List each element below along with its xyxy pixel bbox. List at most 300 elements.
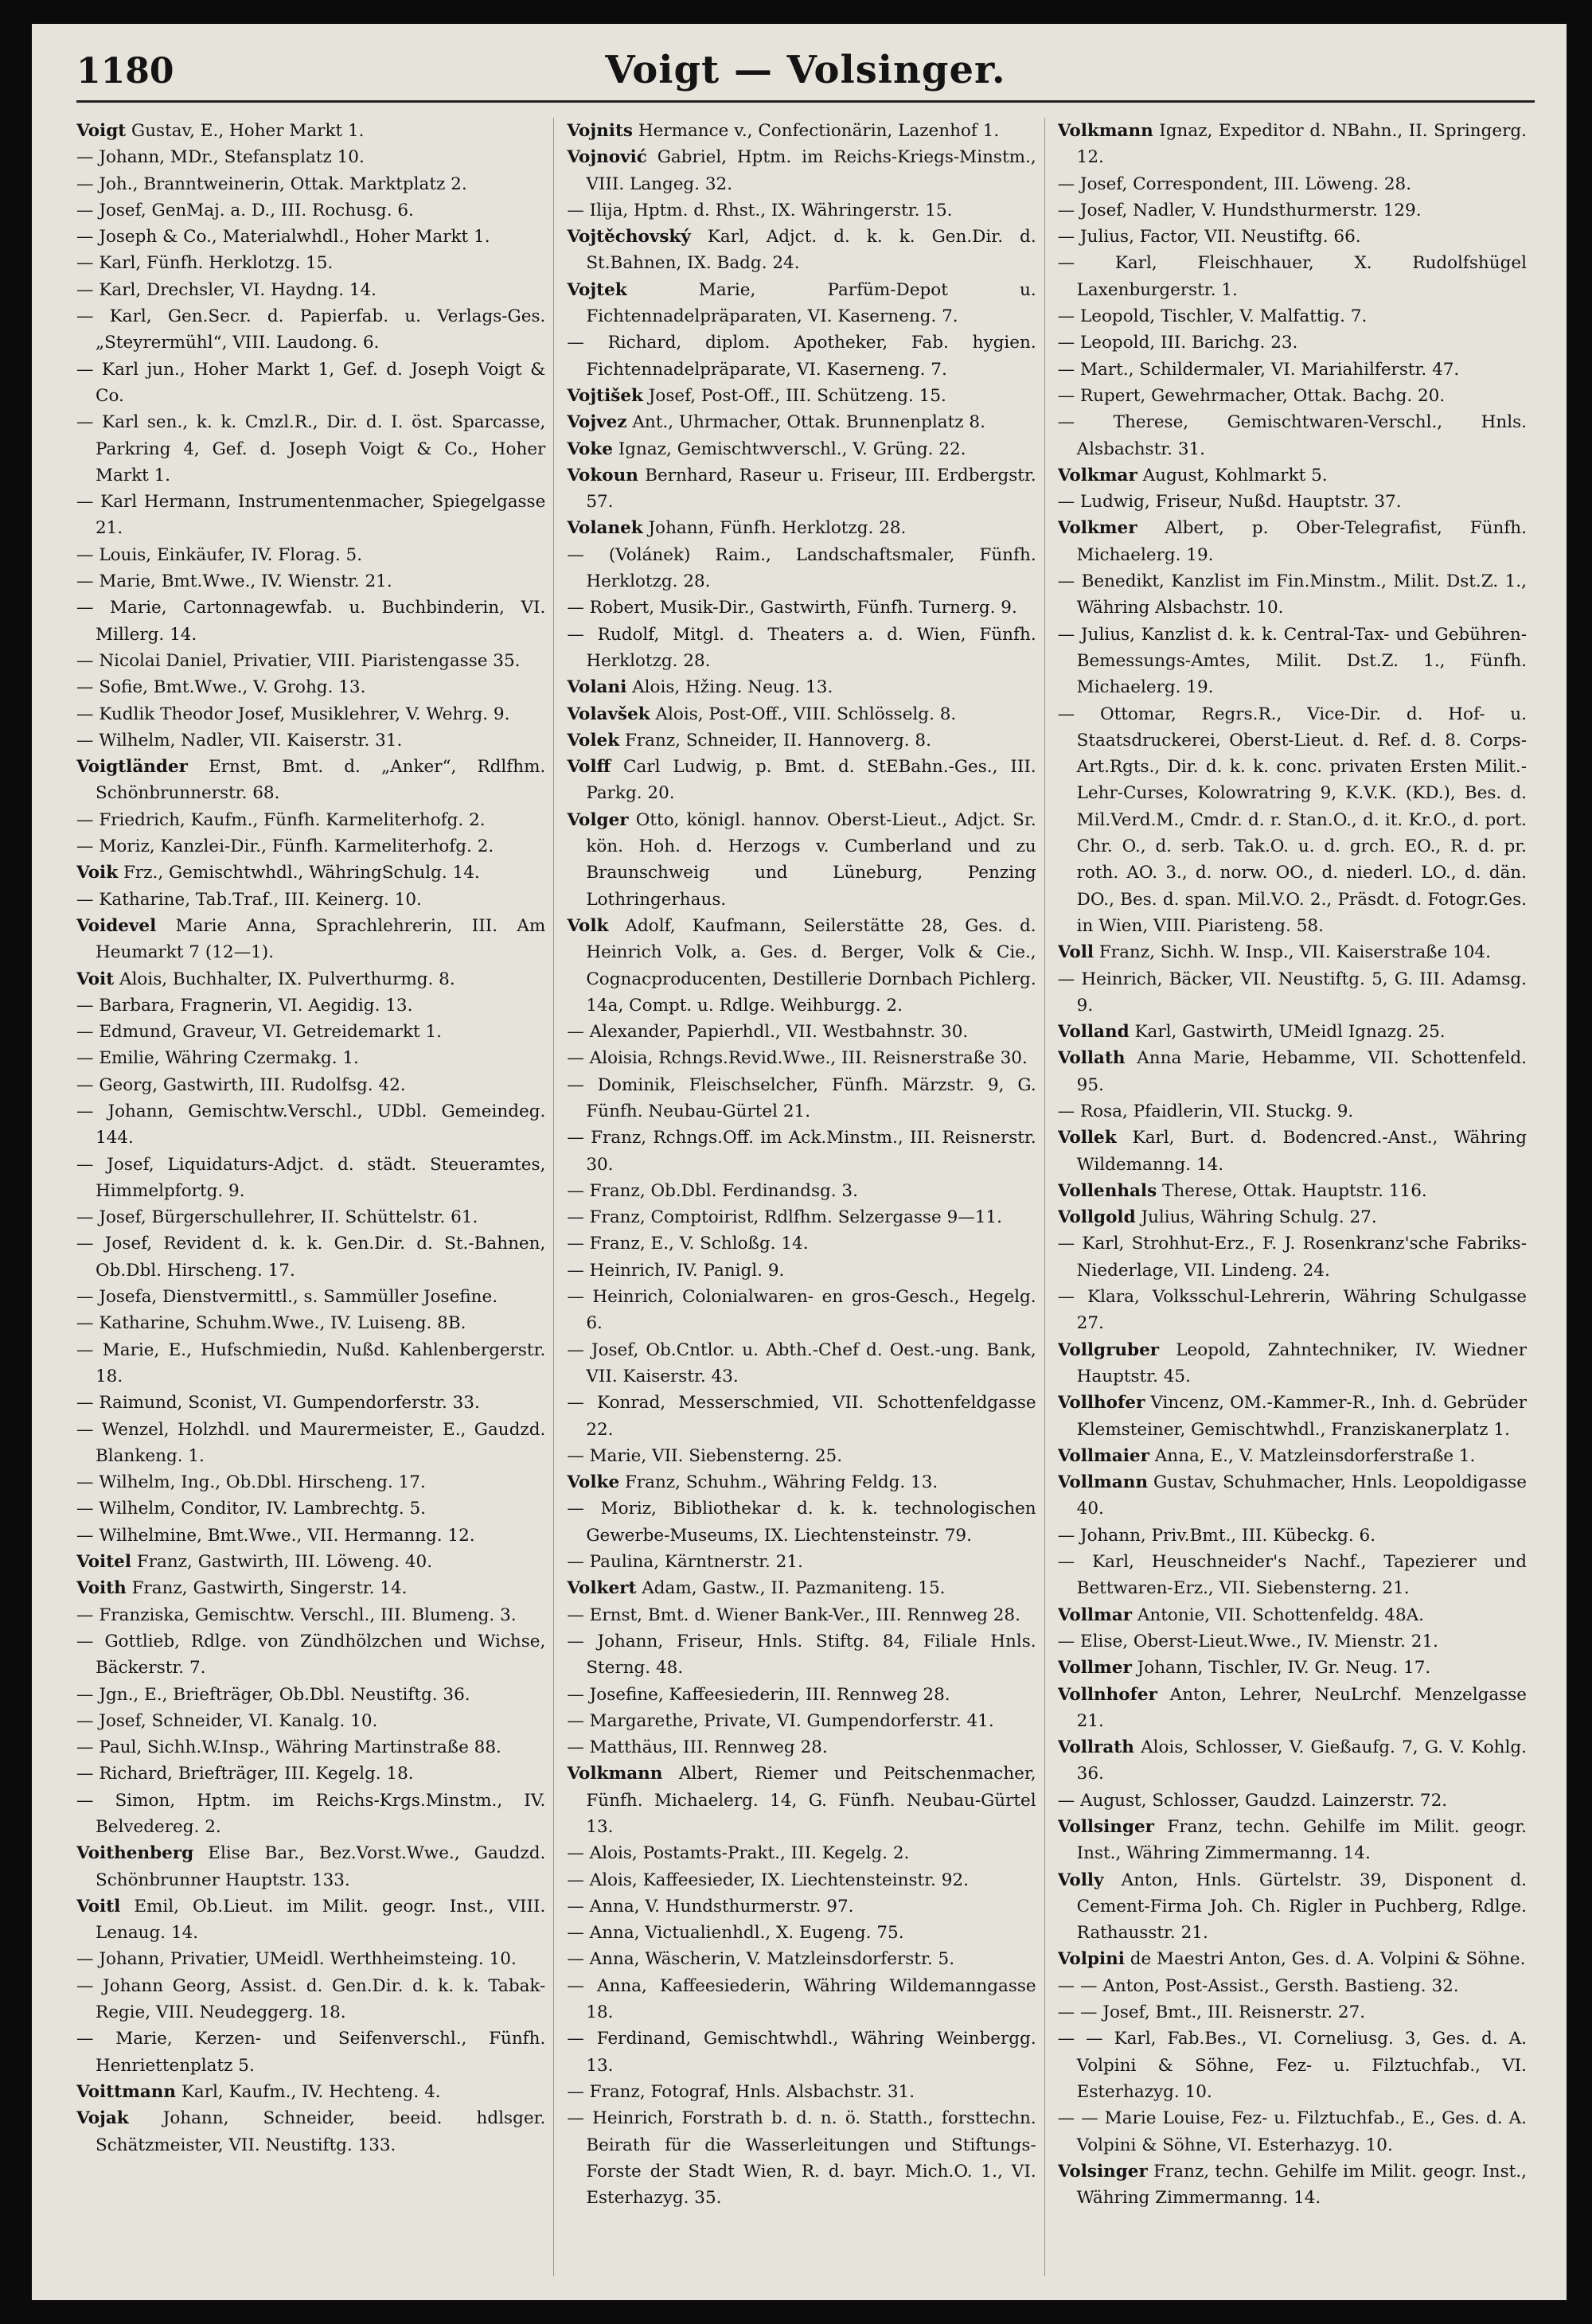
entry-surname: Vollgold <box>1057 1207 1136 1228</box>
entry-text: — Josef, Bürgerschullehrer, II. Schüttelstr. 61. <box>76 1207 478 1228</box>
directory-entry <box>567 674 1036 700</box>
entry-surname: Vollrath <box>1057 1737 1134 1758</box>
entry-text: — Jgn., E., Briefträger, Ob.Dbl. Neustiftg. 36. <box>76 1684 470 1705</box>
directory-entry <box>1058 1734 1527 1788</box>
entry-text: — Ernst, Bmt. d. Wiener Bank-Ver., III. Rennweg 28. <box>567 1605 1020 1625</box>
directory-entry <box>567 515 1036 541</box>
entry-text: Johann, Schneider, beeid. hdlsger. Schätzmeister, VII. Neustiftg. 133. <box>96 2108 546 2155</box>
entry-text: — Alois, Postamts-Prakt., III. Kegelg. 2. <box>567 1843 910 1864</box>
directory-entry <box>76 1310 545 1336</box>
directory-entry <box>567 1973 1036 2026</box>
entry-text: — Elise, Oberst-Lieut.Wwe., IV. Mienstr. 21. <box>1057 1631 1438 1651</box>
entry-surname: Volanek <box>567 518 643 539</box>
entry-surname: Volke <box>567 1472 620 1493</box>
directory-entry <box>76 1788 545 1841</box>
page-header <box>76 45 1535 103</box>
entry-text: — Karl sen., k. k. Cmzl.R., Dir. d. I. öst. Sparcasse, Parkring 4, Gef. d. Joseph Voigt & Co., Hoher Markt 1. <box>76 412 546 485</box>
entry-text: Anton, Lehrer, NeuLrchf. Menzelgasse 21. <box>1076 1684 1527 1731</box>
entry-text: — Paul, Sichh.W.Insp., Währing Martinstraße 88. <box>76 1737 501 1758</box>
directory-page <box>32 24 1567 2300</box>
entry-surname: Vollenhals <box>1057 1180 1157 1201</box>
entry-text: Alois, Hžing. Neug. 13. <box>626 677 833 698</box>
entry-text: — Karl, Fleischhauer, X. Rudolfshügel Laxenburgerstr. 1. <box>1057 253 1527 300</box>
entry-text: — Karl, Gen.Secr. d. Papierfab. u. Verlags-Ges. „Steyrermühl“, VIII. Laudong. 6. <box>76 306 546 353</box>
entry-text: — Karl, Fünfh. Herklotzg. 15. <box>76 253 334 274</box>
directory-entry <box>1058 171 1527 197</box>
entry-text: August, Kohlmarkt 5. <box>1137 465 1328 485</box>
directory-entry <box>1058 329 1527 356</box>
directory-entry <box>76 595 545 648</box>
entry-text: Gustav, Schuhmacher, Hnls. Leopoldigasse 40. <box>1076 1472 1527 1519</box>
directory-entry <box>1058 1443 1527 1469</box>
entry-text: Marie Anna, Sprachlehrerin, III. Am Heumarkt 7 (12—1). <box>96 915 546 963</box>
directory-entry <box>76 1682 545 1708</box>
directory-entry <box>567 807 1036 913</box>
directory-entry <box>567 1443 1036 1469</box>
entry-text: Anton, Hnls. Gürtelstr. 39, Disponent d. Cement-Firma Joh. Ch. Rigler in Puchberg, Rdlge. Rathausstr. 21. <box>1076 1870 1527 1944</box>
entry-surname: Volk <box>567 915 609 936</box>
directory-entry <box>1058 622 1527 701</box>
entry-text: — Karl, Drechsler, VI. Haydng. 14. <box>76 279 377 300</box>
entry-text: — — Marie Louise, Fez- u. Filztuchfab., E., Ges. d. A. Volpini & Söhne, VI. Esterhazyg. 10. <box>1057 2108 1527 2155</box>
directory-entry <box>76 250 545 276</box>
entry-text: — Marie, E., Hufschmiedin, Nußd. Kahlenbergerstr. 18. <box>76 1339 546 1386</box>
entry-text: — Robert, Musik-Dir., Gastwirth, Fünfh. Turnerg. 9. <box>567 598 1017 618</box>
entry-text: — Aloisia, Rchngs.Revid.Wwe., III. Reisnerstraße 30. <box>567 1048 1028 1069</box>
directory-entry <box>567 1178 1036 1204</box>
directory-entry <box>567 1337 1036 1390</box>
entry-text: — Friedrich, Kaufm., Fünfh. Karmeliterhofg. 2. <box>76 809 486 830</box>
directory-entry <box>567 1708 1036 1734</box>
entry-text: Franz, Schuhm., Währing Feldg. 13. <box>619 1472 938 1493</box>
entry-surname: Voigtländer <box>76 757 188 778</box>
directory-entry <box>76 1495 545 1522</box>
directory-entry <box>1058 383 1527 409</box>
entry-text: — Johann, Friseur, Hnls. Stiftg. 84, Filiale Hnls. Sterng. 48. <box>567 1631 1036 1679</box>
directory-entry <box>567 1946 1036 1972</box>
entry-text: — Johann, Privatier, UMeidl. Werthheimsteing. 10. <box>76 1949 517 1970</box>
entry-surname: Volly <box>1057 1870 1104 1890</box>
entry-text: Johann, Tischler, IV. Gr. Neug. 17. <box>1131 1658 1431 1679</box>
directory-entry <box>567 595 1036 621</box>
directory-entry <box>76 2026 545 2079</box>
entry-text: Carl Ludwig, p. Bmt. d. StEBahn.-Ges., III. Parkg. 20. <box>586 757 1036 804</box>
entry-text: — Julius, Factor, VII. Neustiftg. 66. <box>1057 227 1361 248</box>
directory-entry <box>76 1575 545 1601</box>
entry-text: Adolf, Kaufmann, Seilerstätte 28, Ges. d. Heinrich Volk, a. Ges. d. Berger, Volk & Cie., Cognacproducenten, Destillerie Dornbach Pichlerg. 14a, Compt. u. Rdlge. Weihburgg. 2. <box>586 915 1036 1016</box>
entry-text: — Margarethe, Private, VI. Gumpendorferstr. 41. <box>567 1710 994 1731</box>
entry-text: — Heinrich, Colonialwaren- en gros-Gesch., Hegelg. 6. <box>567 1287 1036 1334</box>
directory-entry <box>1058 1045 1527 1098</box>
entry-text: — Heinrich, Forstrath b. d. n. ö. Statth., forsttechn. Beirath für die Wasserleitungen und Stiftungs-Forste der Stadt Wien, R. d. bayr. Mich.O. 1., VI. Esterhazyg. 35. <box>567 2108 1036 2209</box>
entry-text: — Josef, GenMaj. a. D., III. Rochusg. 6. <box>76 200 414 220</box>
entry-surname: Vollmaier <box>1057 1445 1149 1466</box>
entry-text: — Dominik, Fleischselcher, Fünfh. Märzstr. 9, G. Fünfh. Neubau-Gürtel 21. <box>567 1074 1036 1121</box>
directory-entry <box>1058 462 1527 489</box>
directory-entry <box>76 1549 545 1575</box>
entry-surname: Vojtěchovský <box>567 227 691 248</box>
directory-entry <box>76 1230 545 1284</box>
directory-entry <box>76 648 545 674</box>
entry-text: Frz., Gemischtwhdl., WähringSchulg. 14. <box>118 863 480 883</box>
entry-text: de Maestri Anton, Ges. d. A. Volpini & Söhne. <box>1124 1949 1526 1970</box>
directory-entry <box>76 1946 545 1972</box>
directory-entry <box>76 833 545 860</box>
entry-text: — Josef, Nadler, V. Hundsthurmerstr. 129. <box>1057 200 1422 220</box>
entry-text: — Johann, Priv.Bmt., III. Kübeckg. 6. <box>1057 1525 1376 1546</box>
entry-text: Emil, Ob.Lieut. im Milit. geogr. Inst., VIII. Lenaug. 14. <box>96 1896 546 1944</box>
entry-surname: Volger <box>567 809 629 830</box>
entry-text: — Marie, Kerzen- und Seifenverschl., Fünfh. Henriettenplatz 5. <box>76 2029 546 2076</box>
entry-text: — Karl Hermann, Instrumentenmacher, Spiegelgasse 21. <box>76 492 546 539</box>
directory-entry <box>1058 966 1527 1020</box>
directory-entry <box>567 329 1036 383</box>
directory-entry <box>1058 489 1527 515</box>
entry-text: — Anna, Victualienhdl., X. Eugeng. 75. <box>567 1923 904 1944</box>
entry-text: Ignaz, Gemischtwverschl., V. Grüng. 22. <box>612 439 966 459</box>
directory-entry <box>76 303 545 357</box>
directory-entry <box>1058 1655 1527 1681</box>
entry-text: — Karl, Strohhut-Erz., F. J. Rosenkranz'sche Fabriks-Niederlage, VII. Lindeng. 24. <box>1057 1234 1527 1281</box>
directory-entry <box>1058 2026 1527 2105</box>
entry-text: — Gottlieb, Rdlge. von Zündhölzchen und Wichse, Bäckerstr. 7. <box>76 1631 546 1679</box>
entry-text: — Ludwig, Friseur, Nußd. Hauptstr. 37. <box>1057 492 1402 513</box>
directory-entry <box>1058 224 1527 250</box>
directory-entry <box>1058 1628 1527 1655</box>
entry-surname: Voke <box>567 439 613 459</box>
entry-surname: Volavšek <box>567 704 650 724</box>
directory-entry <box>1058 568 1527 622</box>
entry-text: — Georg, Gastwirth, III. Rudolfsg. 42. <box>76 1074 406 1095</box>
directory-entry <box>1058 1973 1527 1999</box>
entry-text: Albert, Riemer und Peitschenmacher, Fünfh. Michaelerg. 14, G. Fünfh. Neubau-Gürtel 13. <box>586 1764 1036 1837</box>
directory-entry <box>76 542 545 568</box>
entry-text: — Joseph & Co., Materialwhdl., Hoher Markt 1. <box>76 227 490 248</box>
entry-text: Alois, Post-Off., VIII. Schlösselg. 8. <box>650 704 957 724</box>
directory-entry <box>567 542 1036 595</box>
entry-text: Franz, techn. Gehilfe im Milit. geogr. Inst., Währing Zimmermanng. 14. <box>1076 1817 1527 1864</box>
directory-entry <box>567 2079 1036 2105</box>
entry-surname: Voitel <box>76 1552 131 1573</box>
entry-text: — Anna, Wäscherin, V. Matzleinsdorferstr. 5. <box>567 1949 955 1970</box>
directory-entry <box>76 1523 545 1549</box>
entry-text: — Paulina, Kärntnerstr. 21. <box>567 1552 803 1573</box>
directory-entry <box>567 224 1036 277</box>
directory-entry <box>1058 118 1527 171</box>
directory-entry <box>76 807 545 833</box>
directory-entry <box>1058 1469 1527 1523</box>
directory-entry <box>1058 1549 1527 1602</box>
directory-entry <box>1058 1337 1527 1390</box>
entry-text: — Therese, Gemischtwaren-Verschl., Hnls. Alsbachstr. 31. <box>1057 412 1527 459</box>
entry-surname: Voith <box>76 1578 127 1599</box>
directory-entry <box>76 701 545 727</box>
entry-surname: Voidevel <box>76 915 157 936</box>
directory-entry <box>567 622 1036 675</box>
entry-surname: Vokoun <box>567 465 638 485</box>
directory-entry <box>76 224 545 250</box>
directory-entry <box>76 1734 545 1761</box>
entry-text: Alois, Schlosser, V. Gießaufg. 7, G. V. Kohlg. 36. <box>1076 1737 1527 1784</box>
directory-entry <box>76 1098 545 1152</box>
directory-entry <box>76 409 545 489</box>
directory-entry <box>1058 1284 1527 1337</box>
entry-text: — Franz, Rchngs.Off. im Ack.Minstm., III. Reisnerstr. 30. <box>567 1128 1036 1175</box>
entry-text: — Josefine, Kaffeesiederin, III. Rennweg 28. <box>567 1684 950 1705</box>
directory-entry <box>567 1682 1036 1708</box>
directory-entry <box>567 1390 1036 1443</box>
directory-entry <box>76 357 545 410</box>
entry-text: — Richard, Briefträger, III. Kegelg. 18. <box>76 1764 414 1784</box>
entry-text: — Wilhelm, Nadler, VII. Kaiserstr. 31. <box>76 730 403 751</box>
entry-text: Elise Bar., Bez.Vorst.Wwe., Gaudzd. Schönbrunner Hauptstr. 133. <box>96 1843 546 1890</box>
directory-entry <box>76 489 545 542</box>
entry-text: — Nicolai Daniel, Privatier, VIII. Piaristengasse 35. <box>76 650 521 671</box>
entry-surname: Voll <box>1057 942 1094 963</box>
column-3 <box>1058 118 1535 2276</box>
entry-text: Alois, Buchhalter, IX. Pulverthurmg. 8. <box>114 969 455 989</box>
entry-text: Franz, Gastwirth, Singerstr. 14. <box>126 1578 408 1599</box>
directory-entry <box>567 1840 1036 1866</box>
entry-text: — Josef, Correspondent, III. Löweng. 28. <box>1057 174 1412 194</box>
entry-text: — Katharine, Schuhm.Wwe., IV. Luiseng. 8B. <box>76 1313 466 1334</box>
entry-text: — Marie, Bmt.Wwe., IV. Wienstr. 21. <box>76 571 392 592</box>
entry-text: — (Volánek) Raim., Landschaftsmaler, Fünfh. Herklotzg. 28. <box>567 544 1036 592</box>
entry-text: — Marie, Cartonnagewfab. u. Buchbinderin, VI. Millerg. 14. <box>76 598 546 645</box>
entry-text: — Sofie, Bmt.Wwe., V. Grohg. 13. <box>76 677 366 698</box>
directory-entry <box>76 197 545 224</box>
entry-surname: Vollnhofer <box>1057 1684 1157 1705</box>
directory-entry <box>1058 1999 1527 2026</box>
entry-text: — Anna, Kaffeesiederin, Währing Wildemanngasse 18. <box>567 1975 1036 2023</box>
directory-entry <box>76 887 545 913</box>
directory-entry <box>567 144 1036 197</box>
directory-entry <box>1058 1788 1527 1814</box>
entry-text: — Karl, Heuschneider's Nachf., Tapezierer und Bettwaren-Erz., VII. Siebensterng. 21. <box>1057 1552 1527 1599</box>
directory-entry <box>1058 1814 1527 1867</box>
directory-entry <box>76 2105 545 2158</box>
directory-entry <box>567 1920 1036 1946</box>
directory-entry <box>76 1761 545 1787</box>
directory-entry <box>76 1337 545 1390</box>
directory-entry <box>76 171 545 197</box>
entry-text: — Ferdinand, Gemischtwhdl., Währing Weinbergg. 13. <box>567 2029 1036 2076</box>
entry-text: — Josef, Ob.Cntlor. u. Abth.-Chef d. Oest.-ung. Bank, VII. Kaiserstr. 43. <box>567 1339 1036 1386</box>
entry-surname: Vollhofer <box>1057 1393 1145 1414</box>
directory-entry <box>1058 197 1527 224</box>
entry-text: — Mart., Schildermaler, VI. Mariahilferstr. 47. <box>1057 359 1460 380</box>
entry-surname: Volkmer <box>1057 518 1137 539</box>
entry-surname: Vojnović <box>567 147 647 168</box>
directory-entry <box>76 144 545 170</box>
directory-entry <box>1058 1682 1527 1735</box>
entry-surname: Vollmar <box>1057 1605 1133 1625</box>
directory-entry <box>1058 250 1527 303</box>
directory-entry <box>1058 2158 1527 2212</box>
entry-text: — Richard, diplom. Apotheker, Fab. hygien. Fichtennadelpräparate, VI. Kaserneng. 7. <box>567 333 1036 380</box>
directory-entry <box>567 1045 1036 1071</box>
directory-entry <box>567 277 1036 330</box>
entry-surname: Voitl <box>76 1896 121 1917</box>
entry-surname: Vollmann <box>1057 1472 1148 1493</box>
entry-text: Gabriel, Hptm. im Reichs-Kriegs-Minstm., VIII. Langeg. 32. <box>586 147 1036 194</box>
entry-text: — Matthäus, III. Rennweg 28. <box>567 1737 828 1758</box>
entry-surname: Vollmer <box>1057 1658 1132 1679</box>
entry-text: — — Karl, Fab.Bes., VI. Corneliusg. 3, Ges. d. A. Volpini & Söhne, Fez- u. Filztuchfab., VI. Esterhazyg. 10. <box>1057 2029 1527 2102</box>
entry-text: — — Josef, Bmt., III. Reisnerstr. 27. <box>1057 2002 1366 2023</box>
entry-text: — Leopold, Tischler, V. Malfattig. 7. <box>1057 306 1368 327</box>
entry-surname: Vollath <box>1057 1048 1126 1069</box>
directory-entry <box>1058 1098 1527 1125</box>
directory-entry <box>76 277 545 303</box>
directory-entry <box>567 1204 1036 1230</box>
entry-text: Bernhard, Raseur u. Friseur, III. Erdbergstr. 57. <box>586 465 1036 513</box>
entry-text: — Franz, E., V. Schloßg. 14. <box>567 1234 809 1254</box>
directory-entry <box>76 1708 545 1734</box>
entry-surname: Volkert <box>567 1578 637 1599</box>
directory-entry <box>1058 1390 1527 1443</box>
entry-text: — Joh., Branntweinerin, Ottak. Marktplatz 2. <box>76 174 467 194</box>
directory-entry <box>76 568 545 595</box>
entry-surname: Vollek <box>1057 1128 1117 1148</box>
directory-entry <box>567 1893 1036 1920</box>
directory-entry <box>1058 1523 1527 1549</box>
directory-entry <box>76 1152 545 1205</box>
entry-text: Anna, E., V. Matzleinsdorferstraße 1. <box>1149 1445 1476 1466</box>
entry-text: — Josefa, Dienstvermittl., s. Sammüller Josefine. <box>76 1287 498 1308</box>
directory-entry <box>76 913 545 966</box>
entry-text: Ignaz, Expeditor d. NBahn., II. Springerg. 12. <box>1076 121 1527 168</box>
entry-text: — Franz, Comptoirist, Rdlfhm. Selzergasse 9—11. <box>567 1207 1002 1228</box>
directory-entry <box>567 462 1036 516</box>
directory-entry <box>1058 1019 1527 1045</box>
entry-text: — Klara, Volksschul-Lehrerin, Währing Schulgasse 27. <box>1057 1287 1527 1334</box>
entry-text: — Anna, V. Hundsthurmerstr. 97. <box>567 1896 854 1917</box>
entry-text: Hermance v., Confectionärin, Lazenhof 1. <box>633 121 1000 141</box>
directory-entry <box>567 913 1036 1019</box>
directory-entry <box>76 1469 545 1495</box>
directory-entry <box>1058 1125 1527 1178</box>
directory-entry <box>567 1284 1036 1337</box>
directory-entry <box>1058 357 1527 383</box>
directory-entry <box>76 1204 545 1230</box>
directory-entry <box>76 727 545 754</box>
entry-text: — Julius, Kanzlist d. k. k. Central-Tax- und Gebühren-Bemessungs-Amtes, Milit. Dst.Z. 1., Fünfh. Michaelerg. 19. <box>1057 624 1527 698</box>
entry-surname: Vollsinger <box>1057 1817 1154 1837</box>
entry-text: — Alexander, Papierhdl., VII. Westbahnstr. 30. <box>567 1022 969 1043</box>
entry-text: — Franz, Ob.Dbl. Ferdinandsg. 3. <box>567 1180 858 1201</box>
entry-text: — Josef, Revident d. k. k. Gen.Dir. d. St.-Bahnen, Ob.Dbl. Hirscheng. 17. <box>76 1234 546 1281</box>
entry-surname: Vojtek <box>567 279 627 300</box>
entry-text: — Louis, Einkäufer, IV. Florag. 5. <box>76 544 363 565</box>
column-2 <box>567 118 1044 2276</box>
entry-surname: Volpini <box>1057 1949 1125 1970</box>
directory-entry <box>76 1840 545 1893</box>
entry-text: — Edmund, Graveur, VI. Getreidemarkt 1. <box>76 1022 442 1043</box>
directory-entry <box>567 1019 1036 1045</box>
directory-entry <box>76 1390 545 1416</box>
entry-surname: Volani <box>567 677 627 698</box>
entry-text: — August, Schlosser, Gaudzd. Lainzerstr. 72. <box>1057 1790 1448 1811</box>
directory-entry <box>76 860 545 886</box>
directory-entry <box>567 197 1036 224</box>
entry-text: — Johann, Gemischtw.Verschl., UDbl. Gemeindeg. 144. <box>76 1101 546 1148</box>
entry-surname: Volek <box>567 730 620 751</box>
directory-entry <box>567 436 1036 462</box>
entry-text: Karl, Kaufm., IV. Hechteng. 4. <box>176 2081 441 2102</box>
entry-text: — Benedikt, Kanzlist im Fin.Minstm., Milit. Dst.Z. 1., Währing Alsbachstr. 10. <box>1057 571 1527 618</box>
entry-surname: Volkmar <box>1057 465 1137 485</box>
entry-text: — Simon, Hptm. im Reichs-Krgs.Minstm., IV. Belvedereg. 2. <box>76 1790 546 1837</box>
entry-text: — Emilie, Währing Czermakg. 1. <box>76 1048 359 1069</box>
directory-entry <box>76 1072 545 1098</box>
directory-entry <box>567 1072 1036 1125</box>
directory-entry <box>76 1417 545 1470</box>
directory-entry <box>76 1284 545 1310</box>
directory-entry <box>1058 515 1527 568</box>
entry-text: — Josef, Schneider, VI. Kanalg. 10. <box>76 1710 378 1731</box>
entry-text: — Konrad, Messerschmied, VII. Schottenfeldgasse 22. <box>567 1393 1036 1440</box>
directory-entry <box>76 1602 545 1628</box>
entry-text: — Johann, MDr., Stefansplatz 10. <box>76 147 365 168</box>
directory-entry <box>1058 939 1527 965</box>
entry-text: Albert, p. Ober-Telegrafist, Fünfh. Michaelerg. 19. <box>1076 518 1527 565</box>
directory-entry <box>76 1019 545 1045</box>
directory-entry <box>76 674 545 700</box>
entry-surname: Volkmann <box>567 1764 663 1784</box>
entry-text: Ant., Uhrmacher, Ottak. Brunnenplatz 8. <box>626 412 985 433</box>
entry-text: Anna Marie, Hebamme, VII. Schottenfeld. 95. <box>1076 1048 1527 1095</box>
entry-text: — Wilhelm, Ing., Ob.Dbl. Hirscheng. 17. <box>76 1472 426 1493</box>
entry-text: — Josef, Liquidaturs-Adjct. d. städt. Steueramtes, Himmelpfortg. 9. <box>76 1154 546 1201</box>
entry-surname: Volkmann <box>1057 121 1153 141</box>
entry-text: Johann, Fünfh. Herklotzg. 28. <box>642 518 907 539</box>
entry-text: Karl, Burt. d. Bodencred.-Anst., Währing Wildemanng. 14. <box>1076 1128 1527 1175</box>
entry-text: Gustav, E., Hoher Markt 1. <box>126 121 365 141</box>
entry-text: — Wenzel, Holzhdl. und Maurermeister, E., Gaudzd. Blankeng. 1. <box>76 1419 546 1466</box>
running-head: Voigt — Volsinger. <box>605 48 1006 92</box>
directory-entry <box>76 2079 545 2105</box>
directory-entry <box>567 1575 1036 1601</box>
entry-text: Franz, Gastwirth, III. Löweng. 40. <box>131 1552 433 1573</box>
entry-text: — Franziska, Gemischtw. Verschl., III. Blumeng. 3. <box>76 1605 517 1625</box>
directory-entry <box>1058 1204 1527 1230</box>
directory-entry <box>567 383 1036 409</box>
directory-entry <box>567 754 1036 807</box>
directory-entry <box>1058 1230 1527 1284</box>
column-1 <box>76 118 554 2276</box>
entry-text: — Alois, Kaffeesieder, IX. Liechtensteinstr. 92. <box>567 1870 969 1890</box>
directory-entry <box>567 409 1036 435</box>
entry-surname: Vollgruber <box>1057 1339 1160 1360</box>
page-number: 1180 <box>76 51 174 92</box>
directory-entry <box>567 1230 1036 1257</box>
entry-text: — Rudolf, Mitgl. d. Theaters a. d. Wien, Fünfh. Herklotzg. 28. <box>567 624 1036 671</box>
directory-entry <box>567 1125 1036 1178</box>
directory-entry <box>567 727 1036 754</box>
entry-text: Ernst, Bmt. d. „Anker“, Rdlfhm. Schönbrunnerstr. 68. <box>96 757 546 804</box>
entry-text: — Leopold, III. Barichg. 23. <box>1057 333 1298 353</box>
entry-text: — Raimund, Sconist, VI. Gumpendorferstr. 33. <box>76 1393 480 1414</box>
directory-entry <box>1058 1867 1527 1947</box>
directory-entry <box>76 1893 545 1947</box>
entry-surname: Voit <box>76 969 115 989</box>
directory-entry <box>1058 303 1527 329</box>
directory-entry <box>1058 2105 1527 2158</box>
entry-surname: Vojak <box>76 2108 129 2129</box>
directory-entry <box>567 1549 1036 1575</box>
entry-text: — Moriz, Kanzlei-Dir., Fünfh. Karmeliterhofg. 2. <box>76 836 494 857</box>
